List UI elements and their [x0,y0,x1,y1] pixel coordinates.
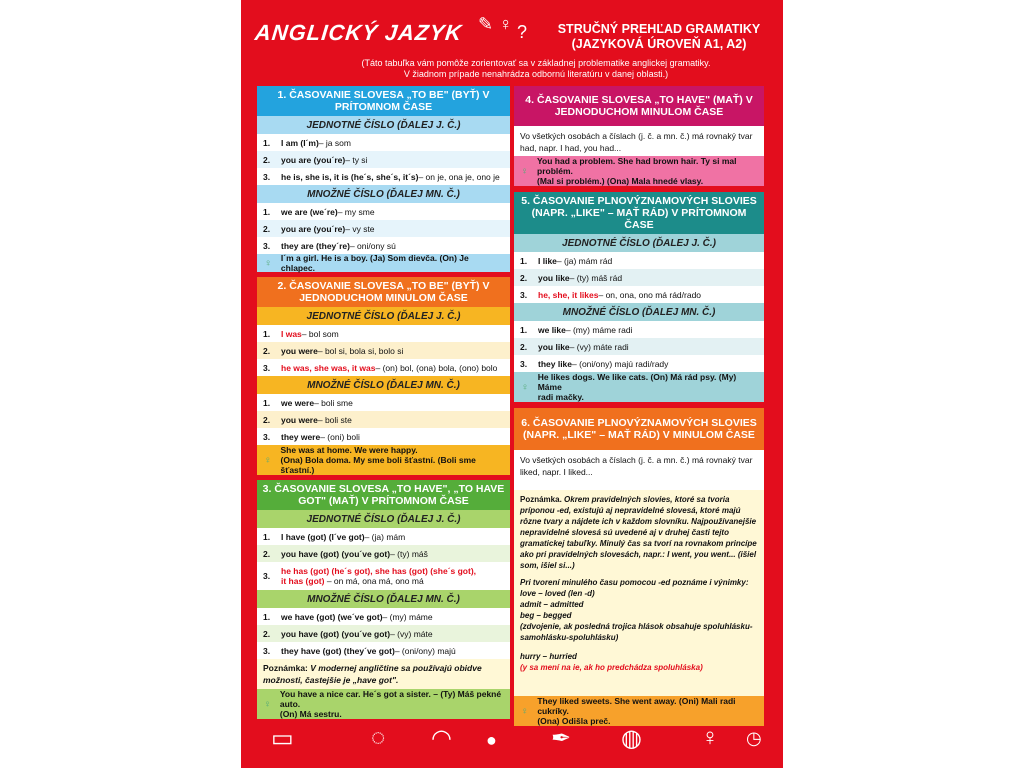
list-item: 3. he is, she is, it is (he´s, she´s, it´s) – on je, ona je, ono je [257,168,510,185]
section-3-note: Poznámka: V modernej angličtine sa používajú obidve možnosti, častejšie je „have got". [257,659,510,689]
list-item: 2. you were – bol si, bola si, bolo si [257,342,510,359]
list-item: 3. they have (got) (they´ve got) – (oni/ony) majú [257,642,510,659]
lightbulb-icon: ♀ [521,381,529,393]
list-item: 2. you are (you´re) – vy ste [257,220,510,237]
pen-icon: ✒ [551,725,572,752]
section-6-text: Vo všetkých osobách a číslach (j. č. a mn. č.) má rovnaký tvar liked, napr. I liked... [514,450,764,490]
question-mark-icon: ? [517,22,528,42]
bottom-icons [261,720,771,760]
list-item: 2. you like – (vy) máte radi [514,338,764,355]
section-5-title: 5. ČASOVANIE PLNOVÝZNAMOVÝCH SLOVIES (NAPR. „LIKE" – MAŤ RÁD) V PRÍTOMNOM ČASE [514,192,764,234]
section-5-plural-header: MNOŽNÉ ČÍSLO (ĎALEJ MN. Č.) [514,303,764,321]
lightbulb-icon: ♀ [701,724,719,751]
list-item: 3. he has (got) (he´s got), she has (got) (she´s got), it has (got) – on má, ona má, ono má [257,562,510,590]
section-3-plural-header: MNOŽNÉ ČÍSLO (ĎALEJ MN. Č.) [257,590,510,608]
list-item: 2. you like – (ty) máš rád [514,269,764,286]
list-item: 2. you have (got) (you´ve got) – (vy) máte [257,625,510,642]
lightbulb-icon: ♀ [264,257,272,269]
clock-icon: ◷ [746,728,762,748]
list-item: 3. they were – (oni) boli [257,428,510,445]
section-4-example: ♀ You had a problem. She had brown hair. Ty si mal problém. (Mal si problém.) (Ona) Mala hnedé vlasy. [514,156,764,186]
section-1-title: 1. ČASOVANIE SLOVESA „TO BE" (BYŤ) V PRÍTOMNOM ČASE [257,86,510,116]
section-1-example: ♀ I´m a girl. He is a boy. (Ja) Som dievča. (On) Je chlapec. [257,254,510,272]
speech-bubble-icon: ◌ [371,724,386,751]
section-6-note: Poznámka. Okrem pravidelných slovies, ktoré sa tvoria príponou -ed, existujú aj nepravidelné slovesá, ktoré majú rôzne tvary a nájdete ich v každom slovníku. Najpoužívanejšie nepravidelné slovesá sú uvedené aj v druhej časti tejto gramatickej tabuľky. Minulý čas sa tvorí na rovnakom princípe ako pri pravidelných slovesách, napr.: I went, you went... (išiel som, išiel si...) Pri tvorení minulého času pomocou -ed poznáme i výnimky: love – loved (len -d) admit – admitted beg – begged (zdvojenie, ak posledná trojica hlások obsahuje spoluhlásku-samohlásku-spoluhlásku) hurry – hurried (y sa mení na ie, ak ho predchádza spoluhláska) [514,490,764,696]
section-6-example: ♀ They liked sweets. She went away. (Oni) Mali radi cukríky. (Ona) Odišla preč. [514,696,764,726]
page-title: STRUČNÝ PREHĽAD GRAMATIKY (JAZYKOVÁ ÚROVEŇ A1, A2) [557,22,761,51]
section-5-singular-header: JEDNOTNÉ ČÍSLO (ĎALEJ J. Č.) [514,234,764,252]
section-1-singular-header: JEDNOTNÉ ČÍSLO (ĎALEJ J. Č.) [257,116,510,134]
lightbulb-icon: ♀ [263,698,272,710]
section-6-title: 6. ČASOVANIE PLNOVÝZNAMOVÝCH SLOVIES (NAPR. „LIKE" – MAŤ RÁD) V MINULOM ČASE [514,408,764,450]
list-item: 1. we have (got) (we´ve got) – (my) máme [257,608,510,625]
list-item: 1. we were – boli sme [257,394,510,411]
list-item: 2. you have (got) (you´ve got) – (ty) máš [257,545,510,562]
list-item: 1. we are (we´re) – my sme [257,203,510,220]
list-item: 1. I was – bol som [257,325,510,342]
section-2-title: 2. ČASOVANIE SLOVESA „TO BE" (BYŤ) V JEDNODUCHOM MINULOM ČASE [257,277,510,307]
section-2-example: ♀ She was at home. We were happy. (Ona) Bola doma. My sme boli šťastní. (Boli sme šťastní.) [257,445,510,475]
lightbulb-icon: ♀ [264,454,272,466]
right-column [514,86,764,726]
protractor-icon: ◠ [431,725,452,752]
list-item: 3. he, she, it likes – on, ona, ono má rád/rado [514,286,764,303]
section-1-plural-header: MNOŽNÉ ČÍSLO (ĎALEJ MN. Č.) [257,185,510,203]
list-item: 3. they are (they´re) – oni/ony sú [257,237,510,254]
lightbulb-icon: ♀ [499,14,513,34]
brand-title: ANGLICKÝ JAZYK [253,20,464,45]
pencil-icon: ✎ [478,14,494,34]
section-4-text: Vo všetkých osobách a číslach (j. č. a mn. č.) má rovnaký tvar had, napr. I had, you had... [514,126,764,156]
list-item: 2. you were – boli ste [257,411,510,428]
section-3-title: 3. ČASOVANIE SLOVESA „TO HAVE", „TO HAVE GOT" (MAŤ) V PRÍTOMNOM ČASE [257,480,510,510]
list-item: 1. I like – (ja) mám rád [514,252,764,269]
list-item: 1. I am (I´m) – ja som [257,134,510,151]
list-item: 2. you are (you´re) – ty si [257,151,510,168]
intro-text: (Táto tabuľka vám pomôže zorientovať sa v základnej problematike anglickej gramatiky. V žiadnom prípade nenahrádza odbornú literatúru v danej oblasti.) [361,58,711,79]
lightbulb-icon: ♀ [520,165,529,177]
lightbulb-icon: ♀ [520,705,529,717]
section-5-example: ♀ He likes dogs. We like cats. (On) Má rád psy. (My) Máme radi mačky. [514,372,764,402]
section-4-title: 4. ČASOVANIE SLOVESA „TO HAVE" (MAŤ) V JEDNODUCHOM MINULOM ČASE [514,86,764,126]
left-column [257,86,510,719]
book-icon: ▭ [271,725,294,752]
section-3-example: ♀ You have a nice car. He´s got a sister. – (Ty) Máš pekné auto. (On) Má sestru. [257,689,510,719]
ball-icon: ◍ [621,725,642,752]
list-item: 3. he was, she was, it was – (on) bol, (ona) bola, (ono) bolo [257,359,510,376]
list-item: 1. I have (got) (I´ve got) – (ja) mám [257,528,510,545]
list-item: 1. we like – (my) máme radi [514,321,764,338]
grammar-poster [241,0,783,768]
section-2-plural-header: MNOŽNÉ ČÍSLO (ĎALEJ MN. Č.) [257,376,510,394]
section-2-singular-header: JEDNOTNÉ ČÍSLO (ĎALEJ J. Č.) [257,307,510,325]
apple-icon: ● [486,730,497,750]
list-item: 3. they like – (oni/ony) majú radi/rady [514,355,764,372]
section-3-singular-header: JEDNOTNÉ ČÍSLO (ĎALEJ J. Č.) [257,510,510,528]
